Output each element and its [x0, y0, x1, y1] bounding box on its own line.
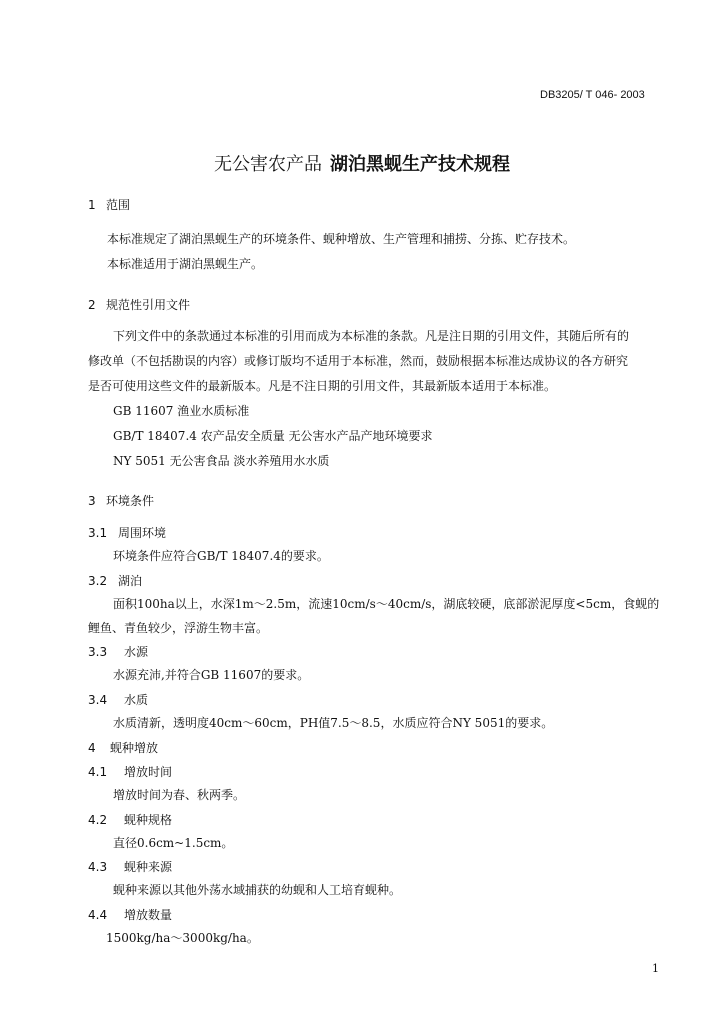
section-number: 2	[88, 298, 96, 312]
document-id: DB3205/ T 046- 2003	[540, 89, 645, 101]
subsection-number: 3.2	[88, 574, 108, 588]
paragraph: 环境条件应符合GB/T 18407.4的要求。	[113, 549, 329, 563]
paragraph: 增放时间为春、秋两季。	[113, 788, 246, 802]
subsection-number: 4.4	[88, 908, 108, 922]
paragraph-line: 是否可使用这些文件的最新版本。凡是不注日期的引用文件，其最新版本适用于本标准。	[88, 379, 557, 393]
paragraph: 水质清新，透明度40cm～60cm，PH值7.5～8.5，水质应符合NY 5051的要求。	[113, 716, 554, 730]
subsection-3-4-heading	[88, 691, 148, 708]
reference-item: GB/T 18407.4 农产品安全质量 无公害水产品产地环境要求	[113, 429, 433, 443]
paragraph: 水源充沛,并符合GB 11607的要求。	[113, 668, 310, 682]
subsection-title: 周围环境	[118, 526, 167, 540]
subsection-4-2-heading	[88, 811, 172, 828]
section-title: 蚬种增放	[110, 741, 159, 755]
section-2-heading	[88, 296, 190, 313]
reference-item: GB 11607 渔业水质标准	[113, 404, 250, 418]
subsection-3-3-heading	[88, 643, 148, 660]
subsection-title: 水源	[124, 645, 149, 659]
subsection-4-1-heading	[88, 763, 172, 780]
section-number: 4	[88, 741, 96, 755]
section-number: 3	[88, 494, 96, 508]
paragraph-line: 面积100ha以上，水深1m～2.5m，流速10cm/s～40cm/s，湖底较硬，底部淤泥厚度<5cm，食蚬的	[113, 597, 660, 611]
paragraph-line: 下列文件中的条款通过本标准的引用而成为本标准的条款。凡是注日期的引用文件，其随后所有的	[113, 329, 630, 343]
subsection-3-2-heading	[88, 572, 142, 589]
subsection-number: 4.2	[88, 813, 108, 827]
section-number: 1	[88, 198, 96, 212]
document-title	[0, 150, 724, 176]
paragraph: 1500kg/ha～3000kg/ha。	[106, 931, 259, 945]
section-title: 环境条件	[106, 494, 155, 508]
section-1-heading	[88, 196, 130, 213]
paragraph: 蚬种来源以其他外荡水域捕获的幼蚬和人工培育蚬种。	[113, 883, 402, 897]
title-main: 湖泊黑蚬生产技术规程	[330, 154, 510, 175]
subsection-title: 蚬种来源	[124, 860, 173, 874]
subsection-4-4-heading	[88, 906, 172, 923]
subsection-number: 4.3	[88, 860, 108, 874]
paragraph-line: 修改单（不包括勘误的内容）或修订版均不适用于本标准，然而，鼓励根据本标准达成协议的各方研究	[88, 354, 629, 368]
subsection-number: 3.4	[88, 693, 108, 707]
subsection-title: 蚬种规格	[124, 813, 173, 827]
subsection-number: 3.3	[88, 645, 108, 659]
subsection-title: 湖泊	[118, 574, 143, 588]
paragraph-line: 鲤鱼、青鱼较少，浮游生物丰富。	[88, 621, 269, 635]
section-title: 范围	[106, 198, 131, 212]
subsection-4-3-heading	[88, 858, 172, 875]
subsection-number: 4.1	[88, 765, 108, 779]
subsection-title: 增放数量	[124, 908, 173, 922]
title-prefix: 无公害农产品	[214, 154, 322, 175]
section-4-heading	[88, 739, 158, 756]
section-3-heading	[88, 492, 154, 509]
reference-item: NY 5051 无公害食品 淡水养殖用水水质	[113, 454, 330, 468]
subsection-title: 水质	[124, 693, 149, 707]
subsection-title: 增放时间	[124, 765, 173, 779]
paragraph: 本标准适用于湖泊黑蚬生产。	[107, 257, 264, 271]
paragraph: 直径0.6cm~1.5cm。	[113, 836, 234, 850]
subsection-number: 3.1	[88, 526, 108, 540]
section-title: 规范性引用文件	[106, 298, 191, 312]
subsection-3-1-heading	[88, 524, 166, 541]
paragraph: 本标准规定了湖泊黑蚬生产的环境条件、蚬种增放、生产管理和捕捞、分拣、贮存技术。	[107, 232, 576, 246]
page-number: 1	[652, 962, 659, 975]
